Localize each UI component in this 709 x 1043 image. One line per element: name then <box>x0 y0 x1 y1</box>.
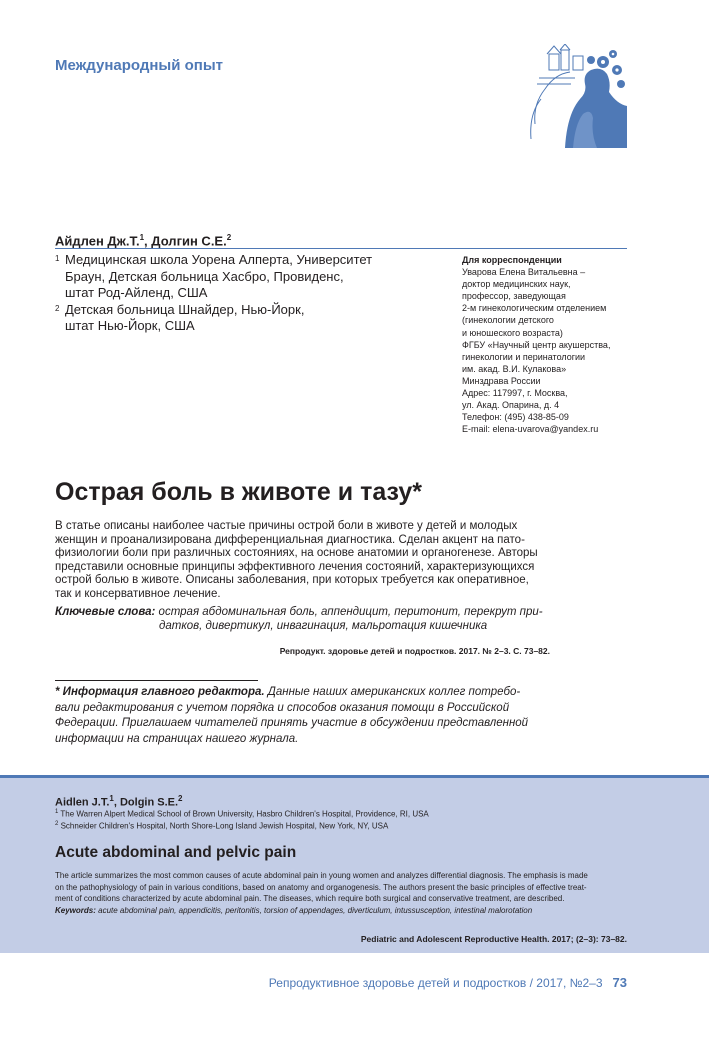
affiliation-en-2 <box>55 821 388 831</box>
footnote-line: вали редактирования с учетом порядка и способов оказания помощи в Российской <box>55 701 510 714</box>
abstract-line: острой болью в животе. Описаны заболевания, при которых требуется как оперативное, <box>55 574 529 586</box>
article-title-ru: Острая боль в животе и тазу* <box>55 478 422 506</box>
keywords-text: острая абдоминальная боль, аппендицит, перитонит, перекрут при- <box>155 606 543 618</box>
keywords-en-label: Keywords: <box>55 905 96 915</box>
affiliation-line: Медицинская школа Уорена Алперта, Университет <box>65 252 373 267</box>
affiliation-line: штат Нью-Йорк, США <box>65 318 195 333</box>
abstract-line: физиологии боли при различных состояниях, на основе анатомии и органогенезе. Авторы <box>55 547 538 559</box>
citation-en: Pediatric and Adolescent Reproductive Health. 2017; (2–3): 73–82. <box>360 934 627 944</box>
footnote-line: Федерации. Приглашаем читателей принять участие в обсуждении представленной <box>55 717 529 729</box>
abstract-en <box>55 870 627 916</box>
author-1-name-en: Aidlen J.T. <box>55 796 110 809</box>
abstract-line: так и консервативное лечение. <box>55 587 221 600</box>
abstract-line: женщин и проанализирована дифференциальная диагностика. Сделан акцент на пато- <box>55 533 525 546</box>
article-title-en: Acute abdominal and pelvic pain <box>55 844 297 861</box>
abstract-line: В статье описаны наиболее частые причины острой боли в животе у детей и молодых <box>55 520 518 532</box>
correspondence-line: ФГБУ «Научный центр акушерства, <box>462 339 611 350</box>
affiliations-ru <box>55 252 445 335</box>
correspondence-line: 2-м гинекологическим отделением <box>462 303 607 314</box>
abstract-ru <box>55 520 550 601</box>
journal-logo-image <box>525 44 627 148</box>
correspondence-line: Адрес: 117997, г. Москва, <box>462 388 568 399</box>
correspondence-email: E-mail: elena-uvarova@yandex.ru <box>462 424 599 435</box>
correspondence-line: и юношеского возраста) <box>462 327 563 338</box>
editor-footnote <box>55 685 550 747</box>
keywords-label: Ключевые слова: <box>55 606 156 618</box>
abstract-en-line: ment of conditions characterized by acute abdominal pain. The diseases, which require both surgical and conservative treatment, are described. <box>55 894 565 903</box>
page-footer <box>269 975 627 990</box>
affiliation-line: Детская больница Шнайдер, Нью-Йорк, <box>65 301 305 317</box>
affiliation-number: 2 <box>55 821 59 827</box>
correspondence-line: (гинекологии детского <box>462 315 554 326</box>
correspondence-block <box>462 254 642 435</box>
correspondence-line: им. акад. В.И. Кулакова» <box>462 363 567 374</box>
authors-en <box>55 794 182 809</box>
correspondence-line: Минздрава России <box>462 375 541 386</box>
affiliation-line: Браун, Детская больница Хасбро, Провиденс, <box>65 268 344 284</box>
authors-ru <box>55 233 231 248</box>
correspondence-line: Уварова Елена Витальевна – <box>462 267 586 278</box>
affiliation-text: The Warren Alpert Medical School of Brown University, Hasbro Children's Hospital, Providence, RI, USA <box>60 809 429 819</box>
author-2-affil-mark-en: 2 <box>178 794 183 803</box>
header-rule <box>55 248 627 249</box>
author-1-affil-mark-en: 1 <box>109 794 114 803</box>
author-2-affil-mark: 2 <box>226 233 232 242</box>
correspondence-line: доктор медицинских наук, <box>462 279 571 290</box>
affiliation-en-1 <box>55 809 429 819</box>
affiliation-line: штат Род-Айленд, США <box>65 285 208 300</box>
correspondence-line: профессор, заведующая <box>462 291 566 302</box>
correspondence-line: ул. Акад. Опарина, д. 4 <box>462 400 560 411</box>
author-2-name-en: , Dolgin S.E. <box>113 796 179 809</box>
keywords-en-text: acute abdominal pain, appendicitis, peritonitis, torsion of appendages, diverticulum, intussusception, intestinal malorotation <box>95 905 533 915</box>
correspondence-heading: Для корреспонденции <box>462 255 562 265</box>
page-number: 73 <box>612 975 627 990</box>
author-1-name: Айдлен Дж.Т. <box>55 233 140 249</box>
footer-journal: Репродуктивное здоровье детей и подростков / 2017, №2–3 <box>268 976 603 990</box>
footnote-label: * Информация главного редактора. <box>55 686 265 698</box>
section-title: Международный опыт <box>55 57 224 74</box>
affiliation-number: 1 <box>55 809 59 815</box>
affiliation-ru-2 <box>55 302 445 335</box>
keywords-ru <box>55 606 550 633</box>
correspondence-line: Телефон: (495) 438-85-09 <box>462 412 569 423</box>
abstract-line: представили основные принципы эффективного лечения состояний, характеризующихся <box>55 560 535 573</box>
affiliation-number: 1 <box>55 254 60 263</box>
footnote-rule <box>55 680 258 681</box>
affiliation-text: Schneider Children's Hospital, North Shore-Long Island Jewish Hospital, New York, NY, USA <box>60 821 389 831</box>
keywords-en <box>55 905 627 917</box>
author-1-affil-mark: 1 <box>139 233 145 242</box>
affiliation-number: 2 <box>55 303 60 313</box>
abstract-en-line: The article summarizes the most common causes of acute abdominal pain in young women and analyzes differential diagnosis. The emphasis is made <box>55 871 588 880</box>
citation-ru: Репродукт. здоровье детей и подростков. 2017. № 2–3. С. 73–82. <box>279 646 550 656</box>
correspondence-line: гинекологии и перинатологии <box>462 351 586 362</box>
abstract-en-line: on the pathophysiology of pain in various conditions, based on anatomy and organogenesis. The authors present the basic principles of effective treat- <box>55 882 587 892</box>
affiliation-ru-1 <box>55 252 445 302</box>
author-2-name: , Долгин С.Е. <box>144 233 227 249</box>
footnote-line: информации на страницах нашего журнала. <box>55 732 299 745</box>
keywords-text-cont: датков, дивертикул, инвагинация, мальротация кишечника <box>159 619 488 632</box>
footnote-text: Данные наших американских коллег потребо- <box>264 686 521 698</box>
